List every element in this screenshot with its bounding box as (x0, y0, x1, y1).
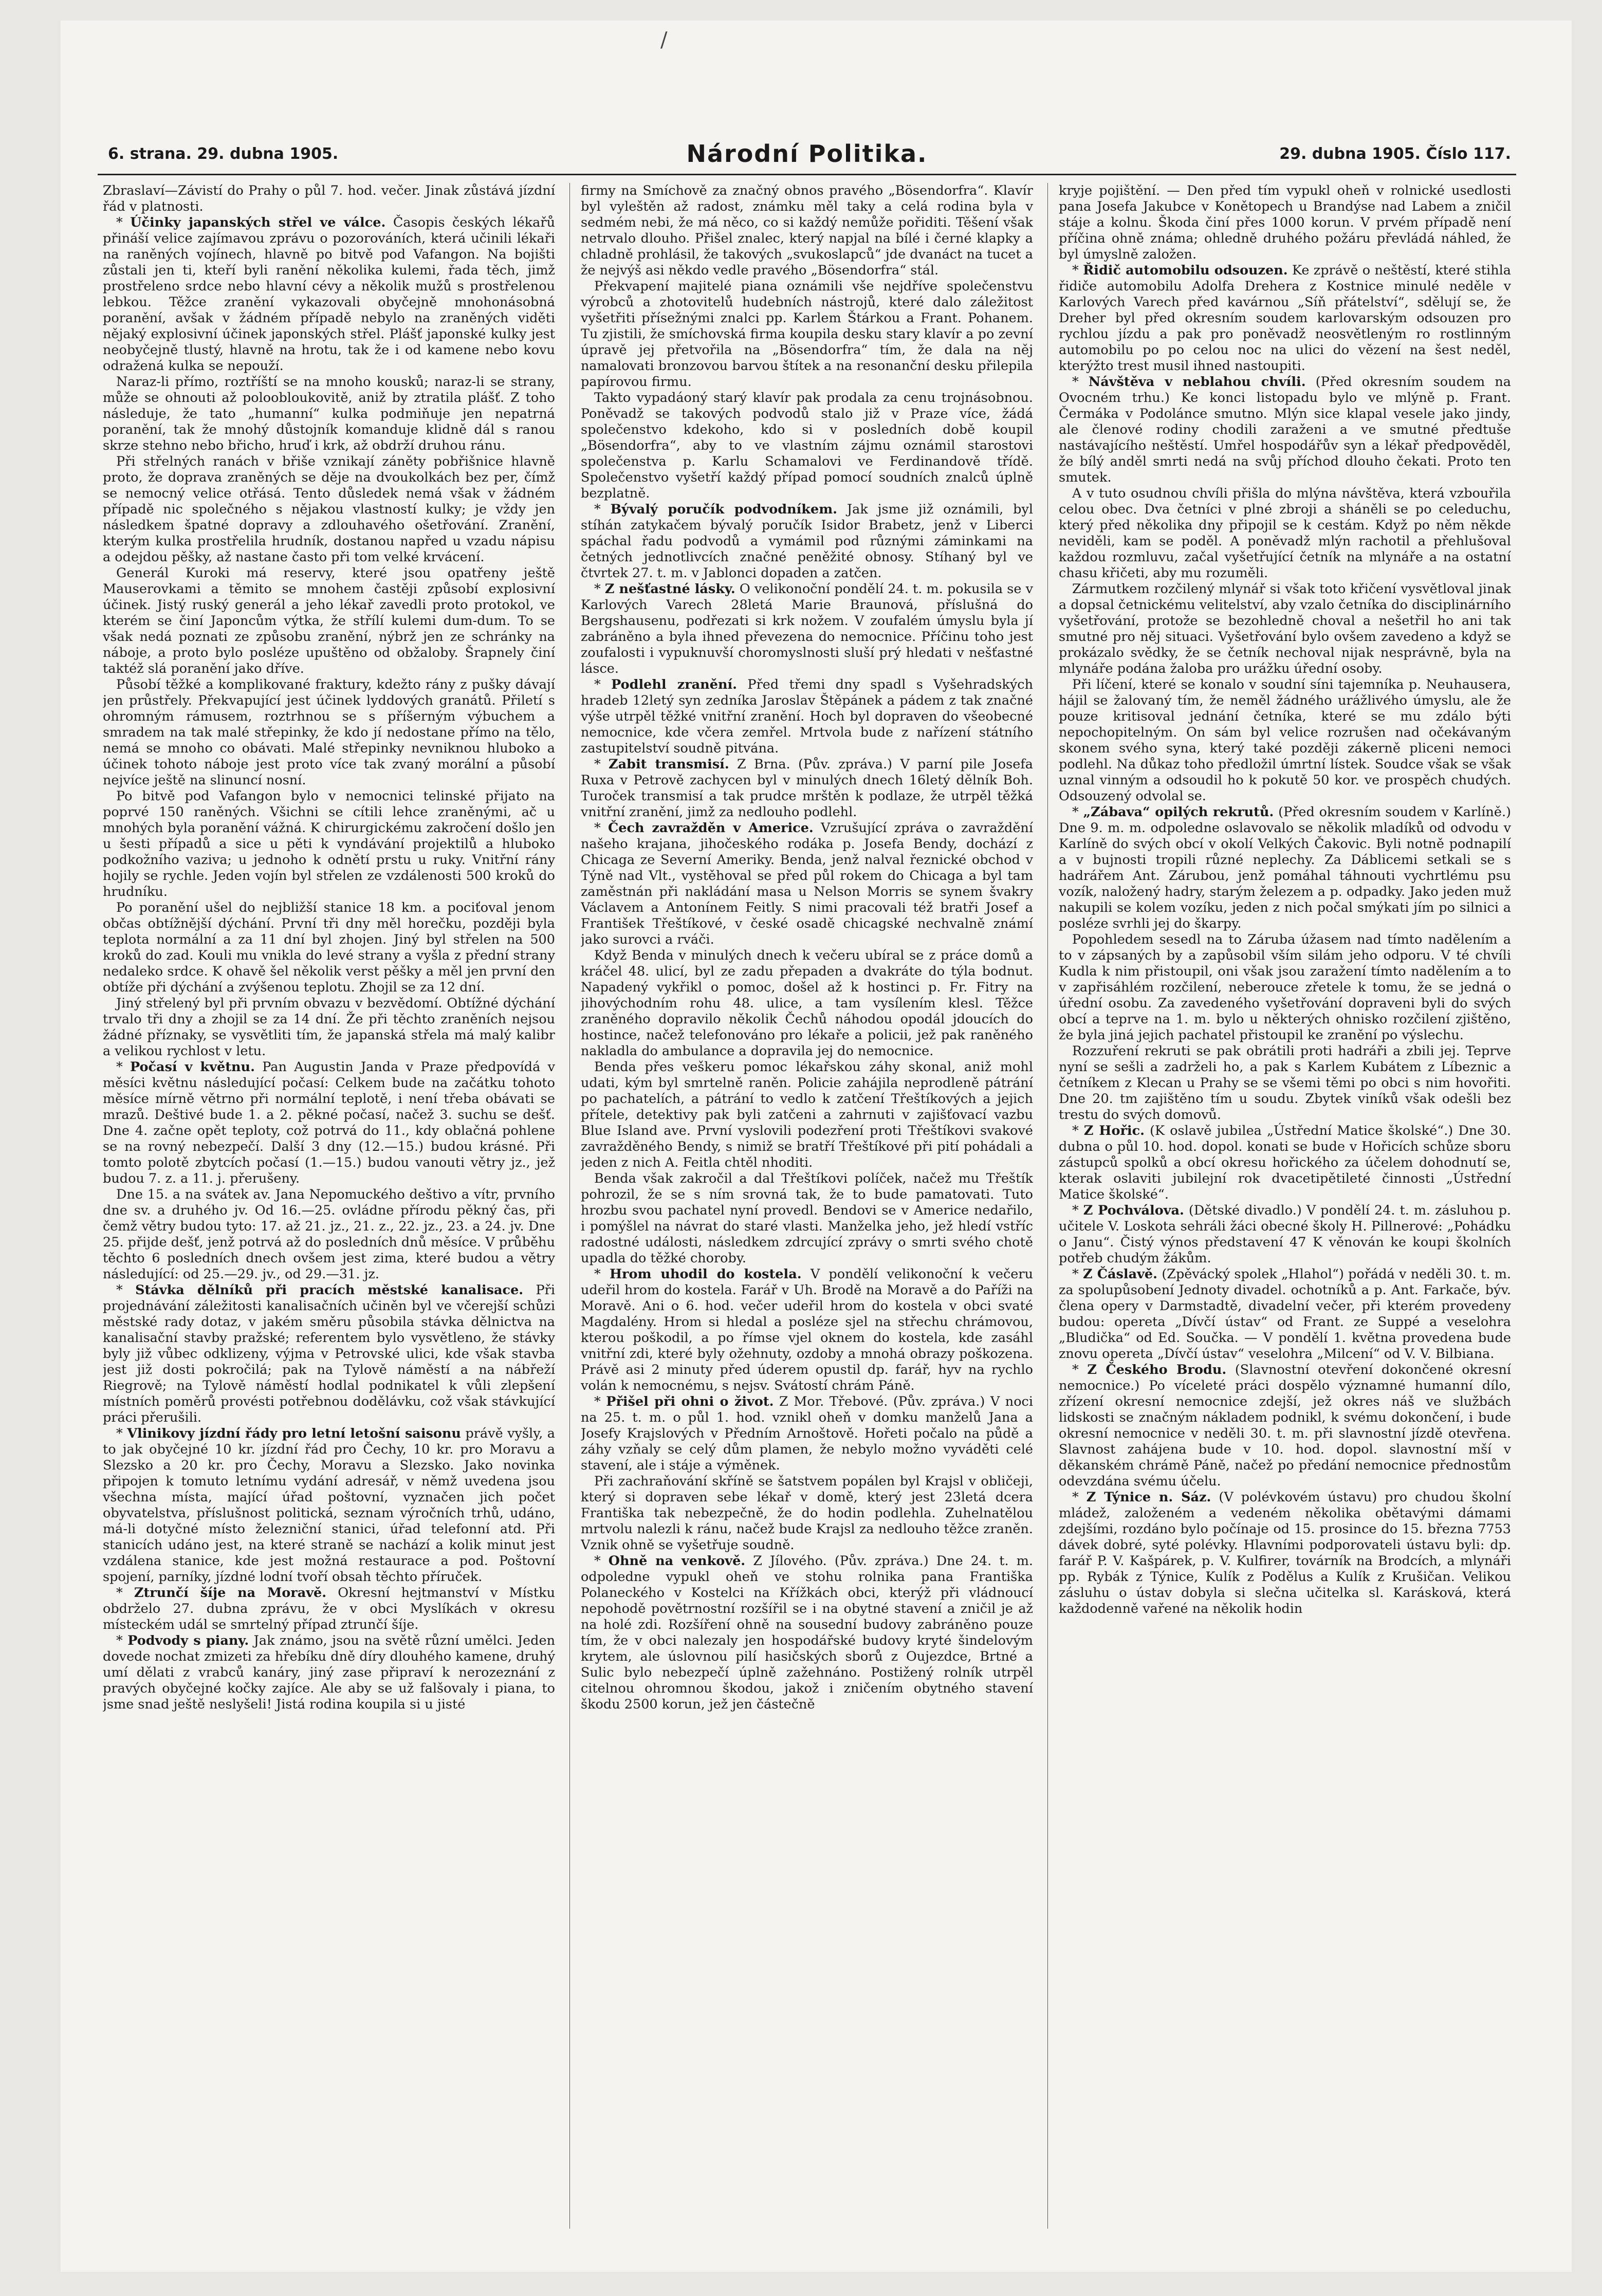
article-text: Působí těžké a komplikované fraktury, kdežto rány z pušky dávají jen průstřely. Překvapující jest účinek lyddových granátů. Přiletí s ohromným rámusem, roztrhnou se s příšerným výbuchem a smradem na tak malé střepinky, že kdo jí nedostane přímo na tělo, nemá se mnoho co obávati. Malé střepinky nevniknou hluboko a účinek tohoto náboje jest proto více tak zvaný morální a působí nejvíce ještě na slinuncí nosní. (103, 677, 555, 788)
article-paragraph (581, 1474, 1033, 1553)
article-paragraph: * Počasí v květnu. Pan Augustin Janda v Praze předpovídá v měsíci květnu následující počasí: Celkem bude na začátku tohoto měsíce mírně větrno při normální teplotě, i není třeba obávati se mrazů. Deštivé bude 1. a 2. pěkné počasí, načež 3. suchu se dešť. Dne 4. začne opět teploty, což potrvá do 11., kdy oblačná pohlene se na rovný nebezpečí. Další 3 dny (12.—15.) budou krásné. Při tomto polotě zbytcích počasí (1.—15.) budou vanouti větry jz., jež budou 7. z. a 11. j. přerušeny. (103, 1059, 555, 1186)
article-headline: Návštěva v neblahou chvíli. (1088, 374, 1306, 390)
article-text: V pondělí velikonoční k večeru udeřil hrom do kostela. Farář v Uh. Brodě na Moravě a do Paříži na Moravě. Ani o 6. hod. večer udeřil hrom do kostela v obci svaté Magdalény. Hrom si hledal a posléze sjel na střechu chrámovou, kterou poškodil, a po římse vjel oknem do kostela, kde zasáhl vnitřní zdi, které byly ožehnuty, ozdoby a mnohá obrazy poškozena. Právě asi 2 minuty před úderem opustil dp. farář, hyv na rychlo volán k nemocnému, s nejsv. Svátostí chrám Páně. (581, 1266, 1033, 1393)
article-paragraph: * Hrom uhodil do kostela. V pondělí velikonoční k večeru udeřil hrom do kostela. Farář v Uh. Brodě na Moravě a do Paříži na Moravě. Ani o 6. hod. večer udeřil hrom do kostela v obci svaté Magdalény. Hrom si hledal a posléze sjel na střechu chrámovou, kterou poškodil, a po římse vjel oknem do kostela, kde zasáhl vnitřní zdi, které byly ožehnuty, ozdoby a mnohá obrazy poškozena. Právě asi 2 minuty před úderem opustil dp. farář, hyv na rychlo volán k nemocnému, s nejsv. Svátostí chrám Páně. (581, 1266, 1033, 1393)
article-headline: Přišel při ohni o život. (606, 1394, 774, 1409)
article-paragraph: * Ohně na venkově. Z Jílového. (Pův. zpráva.) Dne 24. t. m. odpoledne vypukl oheň ve stohu rolnika pana Františka Polaneckého v Kostelci na Křížkách obci, kterýž při vládnoucí nepohodě povětrnostní rozšířil se i na obytné stavení a zničil je až na holé zdi. Rozšíření ohně na sousední budovy zabráněno pouze tím, že v obci nalezaly jen hospodářské budovy kryté šindelovým krytem, ale úslovnou pilí hasičských sborů z Oujezdce, Brtné a Sulic bylo nebezpečí úplně zažehnáno. Postižený rolník utrpěl citelnou ohromnou škodou, jakož i zničením obytného stavení škodu 2500 korun, jež jen částečně (581, 1553, 1033, 1712)
article-text: Při líčení, které se konalo v soudní síni tajemníka p. Neuhausera, hájil se žalovaný tím, že neměl žádného urážlivého úmyslu, ale že pouze kritisoval jednání četníka, které se mu zdálo býti nepochopitelným. On sám byl velice rozrušen nad očekávaným skonem svého syna, který také později zákerně pliceni nemoci podlehl. Na důkaz toho předložil úmrtní lístek. Soudce však se však uznal vinným a odsoudil ho k pokutě 50 kor. ve prospěch chudých. Odsouzený odvolal se. (1059, 677, 1511, 804)
article-paragraph: * Podvody s piany. Jak známo, jsou na světě různí umělci. Jeden dovede nochat zmizeti za hřebíku dně díry dlouhého kamene, druhý umí dělati z vrabců kanáry, jiný zase připraví k nerozeznání z pravých obyčejné kočky zajíce. Ale aby se už falšovaly i piana, to jsme snad ještě neslyšeli! Jistá rodina koupila si u jisté (103, 1633, 555, 1712)
article-text: Pan Augustin Janda v Praze předpovídá v měsíci květnu následující počasí: Celkem bude na začátku tohoto měsíce mírně větrno při normální teplotě, i není třeba obávati se mrazů. Deštivé bude 1. a 2. pěkné počasí, načež 3. suchu se dešť. Dne 4. začne opět teploty, což potrvá do 11., kdy oblačná pohlene se na rovný nebezpečí. Další 3 dny (12.—15.) budou krásné. Při tomto polotě zbytcích počasí (1.—15.) budou vanouti větry jz., jež budou 7. z. a 11. j. přerušeny. (103, 1059, 555, 1186)
column-divider (569, 183, 570, 2229)
article-paragraph (581, 948, 1033, 1059)
article-paragraph (1059, 677, 1511, 804)
article-paragraph (581, 183, 1033, 279)
article-paragraph (1059, 183, 1511, 263)
article-headline: Podvody s piany. (127, 1633, 249, 1648)
article-paragraph (1059, 581, 1511, 677)
article-paragraph (1059, 932, 1511, 1043)
article-paragraph: * Zabit transmisí. Z Brna. (Pův. zpráva.) V parní pile Josefa Ruxa v Petrově zachycen byl v minulých dnech 16letý dělník Boh. Turoček transmisí a tak prudce mrštěn k podlaze, že utrpěl těžká vnitřní zranění, jimž za nedlouho podlehl. (581, 757, 1033, 820)
article-paragraph (103, 900, 555, 996)
article-text: kryje pojištění. — Den před tím vypukl oheň v rolnické usedlosti pana Josefa Jakubce v Konětopech u Brandýse nad Labem a zničil stáje a kolnu. Škoda činí přes 1000 korun. V prvém případě není příčina ohně známa; ohledně druhého požáru převládá náhled, že byl úmyslně založen. (1059, 183, 1511, 262)
article-headline: Z Pochválova. (1083, 1203, 1184, 1218)
article-paragraph: * Z nešťastné lásky. O velikonoční pondělí 24. t. m. pokusila se v Karlových Varech 28letá Marie Braunová, příslušná do Bergshausenu, podřezati si krk nožem. V zoufalém úmyslu byla jí zabráněno a byla ihned převezena do nemocnice. Příčinu toho jest zoufalosti i vypuknuvší choromyslnosti sluší prý hledati v nešťastné lásce. (581, 581, 1033, 676)
masthead-title: Národní Politika. (686, 140, 928, 168)
article-text: (Dětské divadlo.) V pondělí 24. t. m. zásluhou p. učitele V. Loskota sehráli žáci obecné školy H. Pillnerové: „Pohádku o Janu“. Čistý výnos představení 47 K věnován ke koupi školních potřeb chudým žákům. (1059, 1203, 1511, 1266)
article-text: Naraz-li přímo, roztříští se na mnoho kousků; naraz-li se strany, může se ohnouti až poloobloukovitě, aniž by ztratila plášť. Z toho následuje, že tato „humanní“ kulka podmiňuje jen nepatrná poranění, tak že mnohý důstojník komanduje klidně dál s ranou skrze stehno nebo břicho, hruď i krk, až obdrží druhou ránu. (103, 374, 555, 453)
header-rule (98, 174, 1516, 175)
article-text: Když Benda v minulých dnech k večeru ubíral se z práce domů a kráčel 48. ulicí, byl ze zadu přepaden a dvakráte do týla bodnut. Napadený vykřikl o pomoc, došel až k hostinci p. Fr. Fitry na jihovýchodním rohu 48. ulice, a tam vysílením klesl. Těžce zraněného dopravilo několik Čechů náhodou opodál jdoucích do hostince, načež telefonováno pro lékaře a policii, jež pak raněného nakladla do ambulance a dopravila jej do nemocnice. (581, 948, 1033, 1059)
article-paragraph: * Z Hořic. (K oslavě jubilea „Ústřední Matice školské“.) Dne 30. dubna o půl 10. hod. dopol. konati se bude v Hořicích schůze sboru zástupců spolků a obcí okresu hořického za účelem dohodnutí se, kterak oslaviti jubilejní rok dvacetipětileté činnosti „Ústřední Matice školské“. (1059, 1123, 1511, 1202)
article-text: (Slavnostní otevření dokončené okresní nemocnice.) Po víceleté práci dospělo významné humanní dílo, zřízení okresní nemocnice zdejší, jež okres náš ve službách lidskosti se značným nákladem podnikl, k svému dokončení, i bude okresní nemocnice v neděli 30. t. m. při slavnostní jízdě otevřena. Slavnost zahájena bude v 10. hod. dopol. slavnostní mší v děkanském chrámě Páně, načež po předání nemocnice přednostům odevzdána svému účelu. (1059, 1362, 1511, 1489)
article-headline: „Zábava“ opilých rekrutů. (1083, 804, 1274, 820)
article-paragraph (103, 183, 555, 215)
column-1 (103, 183, 555, 2229)
header-page-date: 6. strana. 29. dubna 1905. (108, 145, 339, 163)
article-paragraph: * Podlehl zranění. Před třemi dny spadl s Vyšehradských hradeb 12letý syn zedníka Jaroslav Štěpánek a pádem z tak značné výše utrpěl těžké vnitřní zranění. Hoch byl dopraven do všeobecné nemocnice, kde včera zemřel. Mrtvola bude z nařízení státního zastupitelství soudně pitvána. (581, 677, 1033, 756)
article-text: Generál Kuroki má reservy, které jsou opatřeny ještě Mauserovkami a těmito se mnohem častěji způsobí explosivní účinek. Jistý ruský generál a jeho lékař zavedli proto protokol, ve kterém se činí Japoncům výtka, že střílí kulemi dum-dum. To se však nedá poznati ze způsobu zranění, nýbrž jen ze schránky na náboje, a proto bylo posléze upuštěno od obžaloby. Šrapnely činí taktéž slá poranění jako dříve. (103, 565, 555, 676)
article-paragraph: * Přišel při ohni o život. Z Mor. Třebové. (Pův. zpráva.) V noci na 25. t. m. o půl 1. hod. vznikl oheň v domku manželů Jana a Josefy Krajslových v Předním Arnoštově. Hořeti počalo na půdě a záhy vzňaly se celý dům plamen, že nebylo možno vyváděti celé stavení, ale i stáje a výměnek. (581, 1394, 1033, 1473)
header-date-issue: 29. dubna 1905. Číslo 117. (1279, 145, 1511, 163)
article-text: Před třemi dny spadl s Vyšehradských hradeb 12letý syn zedníka Jaroslav Štěpánek a pádem z tak značné výše utrpěl těžké vnitřní zranění. Hoch byl dopraven do všeobecné nemocnice, kde včera zemřel. Mrtvola bude z nařízení státního zastupitelství soudně pitvána. (581, 677, 1033, 756)
article-text: (Před okresním soudem v Karlíně.) Dne 9. m. m. odpoledne oslavovalo se několik mladíků od odvodu v Karlíně do svých obcí v okolí Velkých Čakovic. Byli notně podnapilí a v bujnosti tropili různé neplechy. Za Dáblicemi setkali se s hadrářem Ant. Zárubou, jenž pomáhal táhnouti vychrtlému psu vozík, naložený hadry, starým železem a p. odpadky. Jako jeden muž nakupili se kolem vozíku, jeden z nich počal smýkati jím po silnici a posléze svrhli jej do škarpy. (1059, 804, 1511, 931)
article-text: Při projednávání záležitosti kanalisačních učiněn byl ve včerejší schůzi městské rady dotaz, v jakém směru působila stávka dělnictva na kanalisační stavby pražské; referentem bylo vysvětleno, že stávky byly již vůbec odklizeny, výjma v Petrovské ulici, kde však stavba jest již dosti pokročilá; pak na Tylově náměstí a na nábřeží Riegrově; na Tylově náměstí hodlal podnikatel k vůli zlepšení místních poměrů provésti potřebnou dodělávku, což však stávkující práci přerušili. (103, 1282, 555, 1425)
article-text: Okresní hejtmanství v Místku obdrželo 27. dubna zprávu, že v obci Myslíkách v okresu místeckém udál se smrtelný případ ztrunčí šíje. (103, 1585, 555, 1632)
article-text: Popohledem sesedl na to Záruba úžasem nad tímto nadělením a to v zápsaných by a zapůsobil vším silám jeho odporu. V té chvíli Kudla k nim přistoupil, oni však jsou zaražení tímto nadělením a to v zapřisáhlém rozčilení, neberouce zřetele k tomu, že se jedná o úřední osobu. Za zavedeného vyšetřování dopraveni byli do svých obcí a teprve na 1. m. bylo u některých ohnisko rozčilení zjištěno, že byla jiná jejich pachatel přistoupil ke zranění po výslechu. (1059, 932, 1511, 1043)
article-text: (K oslavě jubilea „Ústřední Matice školské“.) Dne 30. dubna o půl 10. hod. dopol. konati se bude v Hořicích schůze sboru zástupců spolků a obcí okresu hořického za účelem dohodnutí se, kterak oslaviti jubilejní rok dvacetipětileté činnosti „Ústřední Matice školské“. (1059, 1123, 1511, 1202)
article-text: Časopis českých lékařů přináší velice zajímavou zprávu o pozorováních, která učinili lékaři na raněných vojínech, hlavně po bitvě pod Vafangon. Na bojišti zůstali jen ti, kteří byli ranění několika kulemi, řada těch, jimž prostřeleno srdce nebo hlavní cévy a několik mužů s prostřelenou lebkou. Těžce zranění vykazovali obyčejně mnohonásobná poranění, avšak v žádném případě nebylo na zraněných viděti nějaký explosivní účinek japonských střel. Plášť japonské kulky jest neobyčejně tlustý, hlavně na hrotu, tak že i od kamene nebo kovu odražená kulka se nepouží. (103, 215, 555, 374)
article-paragraph (581, 390, 1033, 502)
article-paragraph (103, 788, 555, 900)
article-paragraph (581, 1059, 1033, 1171)
article-text: Při střelných ranách v břiše vznikají záněty pobřišnice hlavně proto, že doprava zraněných se děje na dvoukolkách bez per, čímž se nemocný velice otřásá. Tento důsledek nemá však v žádném případě nic společného s nějakou vlastností kulky; je vždy jen následkem špatné dopravy a zdlouhavého ošetřování. Zranění, kterým kulka prostřelila hrudník, dostanou napřed u vzadu nápisu a odejdou pěšky, až nastane často při tom velké krvácení. (103, 454, 555, 565)
article-paragraph: * Z Pochválova. (Dětské divadlo.) V pondělí 24. t. m. zásluhou p. učitele V. Loskota sehráli žáci obecné školy H. Pillnerové: „Pohádku o Janu“. Čistý výnos představení 47 K věnován ke koupi školních potřeb chudým žákům. (1059, 1203, 1511, 1266)
article-text: Zármutkem rozčilený mlynář si však toto křičení vysvětloval jinak a dopsal četnickému velitelství, aby vzalo četníka do disciplinárního vyšetřování, protože se bezohledně choval a nešetřil ho ani tak smutné pro něj situaci. Vyšetřování bylo ovšem zavedeno a když se prokázalo svědky, že se četník nechoval nijak nesprávně, byla na mlynáře podána žaloba pro urážku úřední osoby. (1059, 581, 1511, 676)
article-headline: Ztrunčí šíje na Moravě. (134, 1585, 327, 1601)
article-paragraph: * Účinky japanských střel ve válce. Časopis českých lékařů přináší velice zajímavou zprávu o pozorováních, která učinili lékaři na raněných vojínech, hlavně po bitvě pod Vafangon. Na bojišti zůstali jen ti, kteří byli ranění několika kulemi, řada těch, jimž prostřeleno srdce nebo hlavní cévy a několik mužů s prostřelenou lebkou. Těžce zranění vykazovali obyčejně mnohonásobná poranění, avšak v žádném případě nebylo na zraněných viděti nějaký explosivní účinek japonských střel. Plášť japonské kulky jest neobyčejně tlustý, hlavně na hrotu, tak že i od kamene nebo kovu odražená kulka se nepouží. (103, 215, 555, 374)
article-headline: Stávka dělníků při pracích městské kanalisace. (135, 1282, 524, 1298)
article-text: (V polévkovém ústavu) pro chudou školní mládež, založeném a vedeném několika obětavými dámami zdejšími, rozdáno bylo počínaje od 15. prosince do 15. března 7753 dávek dobré, syté polévky. Hlavními podporovateli ústavu byli: dp. farář P. V. Kašpárek, p. V. Kulfirer, továrník na Brodcích, a mlynáři pp. Rybák z Týnice, Kulík z Podělus a Kulík z Krušičan. Velikou zásluhu o ústav dobyla si slečna učitelka sl. Karásková, která každodenně vařené na několik hodin (1059, 1490, 1511, 1617)
article-paragraph (581, 1171, 1033, 1266)
article-headline: Vlinikovy jízdní řády pro letní letošní saisonu (127, 1426, 461, 1441)
article-text: Po poranění ušel do nejbližší stanice 18 km. a pociťoval jenom občas obtížnější dýchání. První tři dny měl horečku, později byla teplota normální a za 11 dní byl zhojen. Jiný byl střelen na 500 kroků do zad. Kouli mu vnikla do levé strany a vyšla z přední strany nedaleko srdce. K ohavě šel několik verst pěšky a měl jen první den obtíže při dýchání a zvýšenou teplotu. Zhojil se za 12 dní. (103, 900, 555, 995)
article-text: (Zpěvácký spolek „Hlahol“) pořádá v neděli 30. t. m. za spolupůsobení Jednoty divadel. ochotníků a p. Ant. Farkače, býv. člena opery v Darmstadtě, divadelní večer, při kterém provedeny budou: opereta „Dívčí ústav“ od Frant. ze Suppé a veselohra „Bludička“ od Ed. Součka. — V pondělí 1. května provedena bude znovu opereta „Dívčí ústav“ veselohra „Milcení“ od V. V. Bilbiana. (1059, 1266, 1511, 1362)
article-text: O velikonoční pondělí 24. t. m. pokusila se v Karlových Varech 28letá Marie Braunová, příslušná do Bergshausenu, podřezati si krk nožem. V zoufalém úmyslu byla jí zabráněno a byla ihned převezena do nemocnice. Příčinu toho jest zoufalosti i vypuknuvší choromyslnosti sluší prý hledati v nešťastné lásce. (581, 581, 1033, 676)
article-text: Z Mor. Třebové. (Pův. zpráva.) V noci na 25. t. m. o půl 1. hod. vznikl oheň v domku manželů Jana a Josefy Krajslových v Předním Arnoštově. Hořeti počalo na půdě a záhy vzňaly se celý dům plamen, že nebylo možno vyváděti celé stavení, ale i stáje a výměnek. (581, 1394, 1033, 1473)
article-paragraph: * Stávka dělníků při pracích městské kanalisace. Při projednávání záležitosti kanalisačních učiněn byl ve včerejší schůzi městské rady dotaz, v jakém směru působila stávka dělnictva na kanalisační stavby pražské; referentem bylo vysvětleno, že stávky byly již vůbec odklizeny, výjma v Petrovské ulici, kde však stavba jest již dosti pokročilá; pak na Tylově náměstí a na nábřeží Riegrově; na Tylově náměstí hodlal podnikatel k vůli zlepšení místních poměrů provésti potřebnou dodělávku, což však stávkující práci přerušili. (103, 1282, 555, 1425)
article-headline: Z Hořic. (1083, 1123, 1145, 1138)
article-paragraph (103, 374, 555, 454)
article-text: Takto vypadáoný starý klavír pak prodala za cenu trojnásobnou. Poněvadž se takových podvodů stalo již v Praze více, žádá společenstvo kdekoho, kdo si v posledních době koupil „Bösendorfra“, aby to ve vlastním zájmu oznámil starostovi společenstva p. Karlu Schamalovi ve Ferdinandově třídě. Společenstvo vyšetří každý případ pomocí soudních znalců úplně bezplatně. (581, 390, 1033, 501)
article-paragraph: * Návštěva v neblahou chvíli. (Před okresním soudem na Ovocném trhu.) Ke konci listopadu bylo ve mlýně p. Frant. Čermáka v Podolánce smutno. Mlýn sice klapal vesele jako jindy, ale členové rodiny chodili zaraženi a ve smutné předtuše nastávajícího neštěstí. Umřel hospodářův syn a lékař předpověděl, že bílý anděl smrti nedá na svůj příchod dlouho čekati. Proto ten smutek. (1059, 374, 1511, 485)
article-paragraph: * Bývalý poručík podvodníkem. Jak jsme již oznámili, byl stíhán zatykačem bývalý poručík Isidor Brabetz, jenž v Liberci spáchal řadu podvodů a vymámil pod různými záminkami na četných jednotlivcích značné peněžité obnosy. Stíhaný byl ve čtvrtek 27. t. m. v Jablonci dopaden a zatčen. (581, 502, 1033, 581)
article-headline: Bývalý poručík podvodníkem. (610, 502, 838, 517)
article-paragraph: * Čech zavražděn v Americe. Vzrušující zpráva o zavraždění našeho krajana, jihočeského rodáka p. Josefa Bendy, dochází z Chicaga ze Severní Ameriky. Benda, jenž nalval řeznické obchod v Týně nad Vlt., vystěhoval se před půl rokem do Chicaga a byl tam zaměstnán při nakládání masa u Nelson Morris se synem švakry Václavem a Antonínem Feitly. S nimi pracovali též bratři Josef a František Třeštíkové, v české osadě chicagské nechvalně známí jako surovci a rváči. (581, 820, 1033, 947)
article-text: A v tuto osudnou chvíli přišla do mlýna návštěva, která vzbouřila celou obec. Dva četníci v plné zbroji a sháněli se po celeduchu, který před několika dny připojil se k cestám. Když po něm někde neviděli, kam se poděl. A poněvadž mlýn rachotil a přehlušoval každou rozmluvu, začal vyšetřující četník na mlynáře a na ostatní chasu křičeti, aby mu rozuměli. (1059, 486, 1511, 581)
article-paragraph: * Z Českého Brodu. (Slavnostní otevření dokončené okresní nemocnice.) Po víceleté práci dospělo významné humanní dílo, zřízení okresní nemocnice zdejší, jež okres náš ve službách lidskosti se značným nákladem podnikl, k svému dokončení, i bude okresní nemocnice v neděli 30. t. m. při slavnostní jízdě otevřena. Slavnost zahájena bude v 10. hod. dopol. slavnostní mší v děkanském chrámě Páně, načež po předání nemocnice přednostům odevzdána svému účelu. (1059, 1362, 1511, 1489)
article-paragraph: * Ztrunčí šíje na Moravě. Okresní hejtmanství v Místku obdrželo 27. dubna zprávu, že v obci Myslíkách v okresu místeckém udál se smrtelný případ ztrunčí šíje. (103, 1585, 555, 1632)
article-text: (Před okresním soudem na Ovocném trhu.) Ke konci listopadu bylo ve mlýně p. Frant. Čermáka v Podolánce smutno. Mlýn sice klapal vesele jako jindy, ale členové rodiny chodili zaraženi a ve smutné předtuše nastávajícího neštěstí. Umřel hospodářův syn a lékař předpověděl, že bílý anděl smrti nedá na svůj příchod dlouho čekati. Proto ten smutek. (1059, 374, 1511, 485)
article-paragraph (1059, 486, 1511, 581)
article-text: Jak jsme již oznámili, byl stíhán zatykačem bývalý poručík Isidor Brabetz, jenž v Liberci spáchal řadu podvodů a vymámil pod různými záminkami na četných jednotlivcích značné peněžité obnosy. Stíhaný byl ve čtvrtek 27. t. m. v Jablonci dopaden a zatčen. (581, 502, 1033, 581)
article-paragraph (103, 565, 555, 677)
article-paragraph: * Vlinikovy jízdní řády pro letní letošní saisonu právě vyšly, a to jak obyčejné 10 kr. jízdní řád pro Čechy, 10 kr. pro Moravu a Slezsko a 20 kr. pro Čechy, Moravu a Slezsko. Jako novinka připojen k tomuto letnímu vydání adresář, v němž uvedena jsou všechna místa, mající úřad poštovní, vyznačen jich počet obyvatelstva, příslušnost politická, seznam výročních trhů, udáno, má-li dotyčné místo železniční stanici, úřad telefonní atd. Při stanicích udáno jest, na které straně se nachází a kolik minut jest vzdálena stanice, kde jest možná restaurace a pod. Poštovní spojení, parníky, jízdné lodní tvoří obsah těchto příruček. (103, 1426, 555, 1585)
article-paragraph (103, 677, 555, 788)
page-header (98, 139, 1516, 175)
article-headline: Z Českého Brodu. (1087, 1362, 1227, 1377)
article-text: právě vyšly, a to jak obyčejné 10 kr. jízdní řád pro Čechy, 10 kr. pro Moravu a Slezsko a 20 kr. pro Čechy, Moravu a Slezsko. Jako novinka připojen k tomuto letnímu vydání adresář, v němž uvedena jsou všechna místa, mající úřad poštovní, vyznačen jich počet obyvatelstva, příslušnost politická, seznam výročních trhů, udáno, má-li dotyčné místo železniční stanici, úřad telefonní atd. Při stanicích udáno jest, na které straně se nachází a kolik minut jest vzdálena stanice, kde jest možná restaurace a pod. Poštovní spojení, parníky, jízdné lodní tvoří obsah těchto příruček. (103, 1426, 555, 1585)
article-paragraph (103, 1187, 555, 1282)
article-text: Vzrušující zpráva o zavraždění našeho krajana, jihočeského rodáka p. Josefa Bendy, dochází z Chicaga ze Severní Ameriky. Benda, jenž nalval řeznické obchod v Týně nad Vlt., vystěhoval se před půl rokem do Chicaga a byl tam zaměstnán při nakládání masa u Nelson Morris se synem švakry Václavem a Antonínem Feitly. S nimi pracovali též bratři Josef a František Třeštíkové, v české osadě chicagské nechvalně známí jako surovci a rváči. (581, 820, 1033, 947)
article-text: Při zachraňování skříně se šatstvem popálen byl Krajsl v obličeji, který si dopraven sebe lékař v domě, který jest 23letá dcera Františka tak nebezpečně, že do hodin podlehla. Zuhelnatělou mrtvolu nalezli k ránu, načež bude Krajsl za nedlouho těžce zraněn. Vznik ohně se vyšetřuje soudně. (581, 1474, 1033, 1553)
article-paragraph: * Z Týnice n. Sáz. (V polévkovém ústavu) pro chudou školní mládež, založeném a vedeném několika obětavými dámami zdejšími, rozdáno bylo počínaje od 15. prosince do 15. března 7753 dávek dobré, syté polévky. Hlavními podporovateli ústavu byli: dp. farář P. V. Kašpárek, p. V. Kulfirer, továrník na Brodcích, a mlynáři pp. Rybák z Týnice, Kulík z Podělus a Kulík z Krušičan. Velikou zásluhu o ústav dobyla si slečna učitelka sl. Karásková, která každodenně vařené na několik hodin (1059, 1490, 1511, 1617)
article-headline: Účinky japanských střel ve válce. (130, 215, 386, 230)
article-paragraph (581, 279, 1033, 390)
article-paragraph (103, 996, 555, 1059)
article-headline: Hrom uhodil do kostela. (609, 1266, 802, 1282)
article-text: Ke zprávě o neštěstí, které stihla řidiče automobilu Adolfa Drehera z Kostnice minulé neděle v Karlových Varech před kavárnou „Síň přátelství“, sdělují se, že Dreher byl před okresním soudem karlovarským odsouzen pro rychlou jízdu a pak pro poněvadž neosvětleným ro rostlinným automobilu po po celou noc na ulici do vězení na šest neděl, kterýžto trest musil ihned nastoupiti. (1059, 263, 1511, 374)
article-text: Dne 15. a na svátek av. Jana Nepomuckého deštivo a vítr, prvního dne sv. a druhého jv. Od 16.—25. ovládne přírodu pěkný čas, při čemž větry budou tyto: 17. až 21. jz., 21. z., 22. jz., 23. a 24. jv. Dne 25. přijde dešť, jenž potrvá až do posledních dnů měsíce. V průběhu těchto 6 posledních dnech ovšem jest zima, které budou a větry následující: od 25.—29. jv., od 29.—31. jz. (103, 1187, 555, 1282)
article-headline: Řidič automobilu odsouzen. (1083, 263, 1288, 278)
article-paragraph (1059, 1043, 1511, 1123)
column-2 (581, 183, 1033, 2229)
article-paragraph: * Řidič automobilu odsouzen. Ke zprávě o neštěstí, které stihla řidiče automobilu Adolfa Drehera z Kostnice minulé neděle v Karlových Varech před kavárnou „Síň přátelství“, sdělují se, že Dreher byl před okresním soudem karlovarským odsouzen pro rychlou jízdu a pak pro poněvadž neosvětleným ro rostlinným automobilu po po celou noc na ulici do vězení na šest neděl, kterýžto trest musil ihned nastoupiti. (1059, 263, 1511, 374)
article-text: Jiný střelený byl při prvním obvazu v bezvědomí. Obtížné dýchání trvalo tři dny a zhojil se za 14 dní. Že při těchto zraněních nejsou žádné příznaky, se vysvětliti tím, že japanská střela má malý kalibr a velikou rychlost v letu. (103, 996, 555, 1059)
article-headline: Počasí v květnu. (130, 1059, 255, 1075)
article-text: Z Jílového. (Pův. zpráva.) Dne 24. t. m. odpoledne vypukl oheň ve stohu rolnika pana Františka Polaneckého v Kostelci na Křížkách obci, kterýž při vládnoucí nepohodě povětrnostní rozšířil se i na obytné stavení a zničil je až na holé zdi. Rozšíření ohně na sousední budovy zabráněno pouze tím, že v obci nalezaly jen hospodářské budovy kryté šindelovým krytem, ale úslovnou pilí hasičských sborů z Oujezdce, Brtné a Sulic bylo nebezpečí úplně zažehnáno. Postižený rolník utrpěl citelnou ohromnou škodou, jakož i zničením obytného stavení škodu 2500 korun, jež jen částečně (581, 1553, 1033, 1712)
article-paragraph (103, 454, 555, 565)
newspaper-page (98, 139, 1516, 2251)
article-headline: Z Týnice n. Sáz. (1086, 1490, 1211, 1505)
margin-pencil-mark: / (660, 28, 668, 52)
article-text: Zbraslaví—Závistí do Prahy o půl 7. hod. večer. Jinak zůstává jízdní řád v platnosti. (103, 183, 555, 214)
article-text: Překvapení majitelé piana oznámili vše nejdříve společenstvu výrobců a zhotovitelů hudebních nástrojů, které dalo záležitost vyšetřiti přísežnými znalci pp. Karlem Štárkou a Frant. Pohanem. Tu zjistili, že smíchovská firma koupila desku stary klavír a po zevní úpravě jej přetvořila na „Bösendorfra“ tím, že dala na něj namalovati bronzovou barvou štítek a na resonanční desku přilepila papírovou firmu. (581, 279, 1033, 390)
article-paragraph: * „Zábava“ opilých rekrutů. (Před okresním soudem v Karlíně.) Dne 9. m. m. odpoledne oslavovalo se několik mladíků od odvodu v Karlíně do svých obcí v okolí Velkých Čakovic. Byli notně podnapilí a v bujnosti tropili různé neplechy. Za Dáblicemi setkali se s hadrářem Ant. Zárubou, jenž pomáhal táhnouti vychrtlému psu vozík, naložený hadry, starým železem a p. odpadky. Jako jeden muž nakupili se kolem vozíku, jeden z nich počal smýkati jím po silnici a posléze svrhli jej do škarpy. (1059, 804, 1511, 931)
article-headline: Ohně na venkově. (608, 1553, 746, 1569)
article-headline: Podlehl zranění. (611, 677, 738, 692)
article-paragraph: * Z Čáslavě. (Zpěvácký spolek „Hlahol“) pořádá v neděli 30. t. m. za spolupůsobení Jednoty divadel. ochotníků a p. Ant. Farkače, býv. člena opery v Darmstadtě, divadelní večer, při kterém provedeny budou: opereta „Dívčí ústav“ od Frant. ze Suppé a veselohra „Bludička“ od Ed. Součka. — V pondělí 1. května provedena bude znovu opereta „Dívčí ústav“ veselohra „Milcení“ od V. V. Bilbiana. (1059, 1266, 1511, 1362)
article-text: Z Brna. (Pův. zpráva.) V parní pile Josefa Ruxa v Petrově zachycen byl v minulých dnech 16letý dělník Boh. Turoček transmisí a tak prudce mrštěn k podlaze, že utrpěl těžká vnitřní zranění, jimž za nedlouho podlehl. (581, 757, 1033, 820)
article-headline: Z nešťastné lásky. (604, 581, 735, 597)
article-text: Po bitvě pod Vafangon bylo v nemocnici telinské přijato na poprvé 150 raněných. Všichni se cítili lehce zraněnými, ač u mnohých byla poranění vážná. K chirurgickému zakročení došlo jen u šesti případů a sice u pěti k vyndávání projektilů a hluboko podkožního vaziva; u jednoho k odnětí prstu u ruky. Vnitřní rány hojily se rychle. Jeden vojín byl střelen ze vzdálenosti 500 kroků do hrudníku. (103, 788, 555, 899)
column-divider (1047, 183, 1048, 2229)
article-text: Benda přes veškeru pomoc lékařskou záhy skonal, aniž mohl udati, kým byl smrtelně raněn. Policie zahájila neprodleně pátrání po pachatelích, a pátrání to vedlo k zatčení Třeštíkových a jejich přítele, detektivy pak byli zatčeni a zahrnuti v zajišťovací vazbu Blue Island ave. První vyslovili podezření proti Třeštíkovi svakové zavražděného Bendy, s nimiž se bratří Třeštíkové při pití pohádali a jeden z nich A. Feitla chtěl nhoditi. (581, 1059, 1033, 1170)
article-text: Rozzuření rekruti se pak obrátili proti hadráři a zbili jej. Teprve nyní se sešli a zadrželi ho, a pak s Karlem Kubátem z Líbeznic a četníkem z Klecan u Prahy se se všemi těmi po obci s nim hovořiti. Dne 20. tm zajištěno tím u soudu. Zbytek viníků však odešli bez trestu do svých domovů. (1059, 1043, 1511, 1123)
article-text: Jak známo, jsou na světě různí umělci. Jeden dovede nochat zmizeti za hřebíku dně díry dlouhého kamene, druhý umí dělati z vrabců kanáry, jiný zase připraví k nerozeznání z pravých obyčejné kočky zajíce. Ale aby se už falšovaly i piana, to jsme snad ještě neslyšeli! Jistá rodina koupila si u jisté (103, 1633, 555, 1712)
article-text: firmy na Smíchově za značný obnos pravého „Bösendorfra“. Klavír byl vyleštěn až radost, známku měl taky a celá rodina byla v sedmém nebi, že má něco, co si každý nemůže pořiditi. Těšení však netrvalo dlouho. Přišel znalec, který napjal na bílé i černé klapky a chladně prohlásil, že takových „svukoslapců“ jde dvanáct na tucet a že nejvýš asi někdo vedle pravého „Bösendorfra“ stál. (581, 183, 1033, 278)
article-text: Benda však zakročil a dal Třeštíkovi políček, načež mu Třeštík pohrozil, že se s ním srovná tak, že to bude pamatovati. Tuto hrozbu svou pachatel nyní provedl. Bendovi se v Americe nedařilo, i pomýšlel na návrat do staré vlasti. Manželka jeho, jež hledí vstříc radostné události, následkem zdrcující zprávy o smrti svého chotě upadla do těžké choroby. (581, 1171, 1033, 1266)
article-headline: Zabit transmisí. (609, 757, 729, 772)
column-3 (1059, 183, 1511, 2229)
article-headline: Z Čáslavě. (1083, 1266, 1158, 1282)
article-headline: Čech zavražděn v Americe. (607, 820, 814, 836)
